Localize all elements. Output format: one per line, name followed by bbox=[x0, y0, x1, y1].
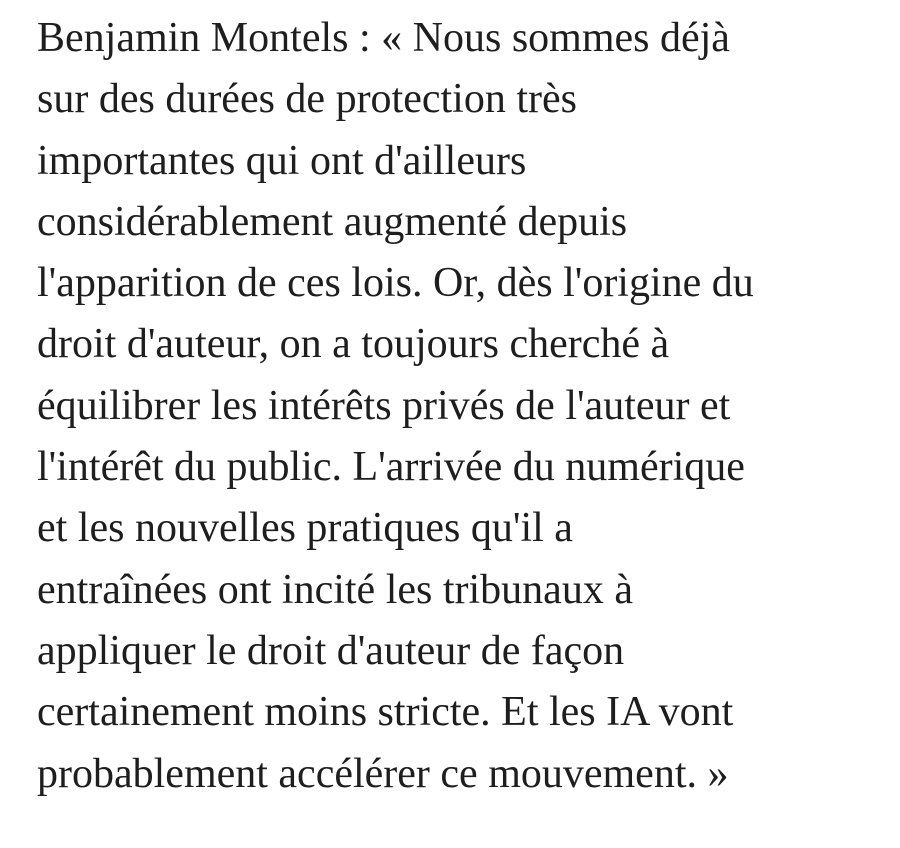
quote-line: considérablement augmenté depuis bbox=[37, 198, 628, 245]
quote-line: appliquer le droit d'auteur de façon bbox=[37, 627, 625, 674]
quote-line: équilibrer les intérêts privés de l'auteur et bbox=[37, 382, 731, 429]
quote-line: l'intérêt du public. L'arrivée du numérique bbox=[37, 444, 745, 491]
quote-line: droit d'auteur, on a toujours cherché à bbox=[37, 321, 670, 368]
quote-line: importantes qui ont d'ailleurs bbox=[37, 137, 527, 184]
quote-line: entraînées ont incité les tribunaux à bbox=[37, 566, 633, 613]
quote-line: certainement moins stricte. Et les IA vont bbox=[37, 689, 734, 736]
quote-line: l'apparition de ces lois. Or, dès l'origine du bbox=[37, 260, 754, 307]
quote-line: sur des durées de protection très bbox=[37, 76, 577, 123]
quote-paragraph bbox=[37, 8, 887, 805]
quote-line: probablement accélérer ce mouvement. » bbox=[37, 750, 729, 797]
quote-line: Benjamin Montels : « Nous sommes déjà bbox=[37, 15, 730, 61]
quote-line: et les nouvelles pratiques qu'il a bbox=[37, 505, 573, 552]
